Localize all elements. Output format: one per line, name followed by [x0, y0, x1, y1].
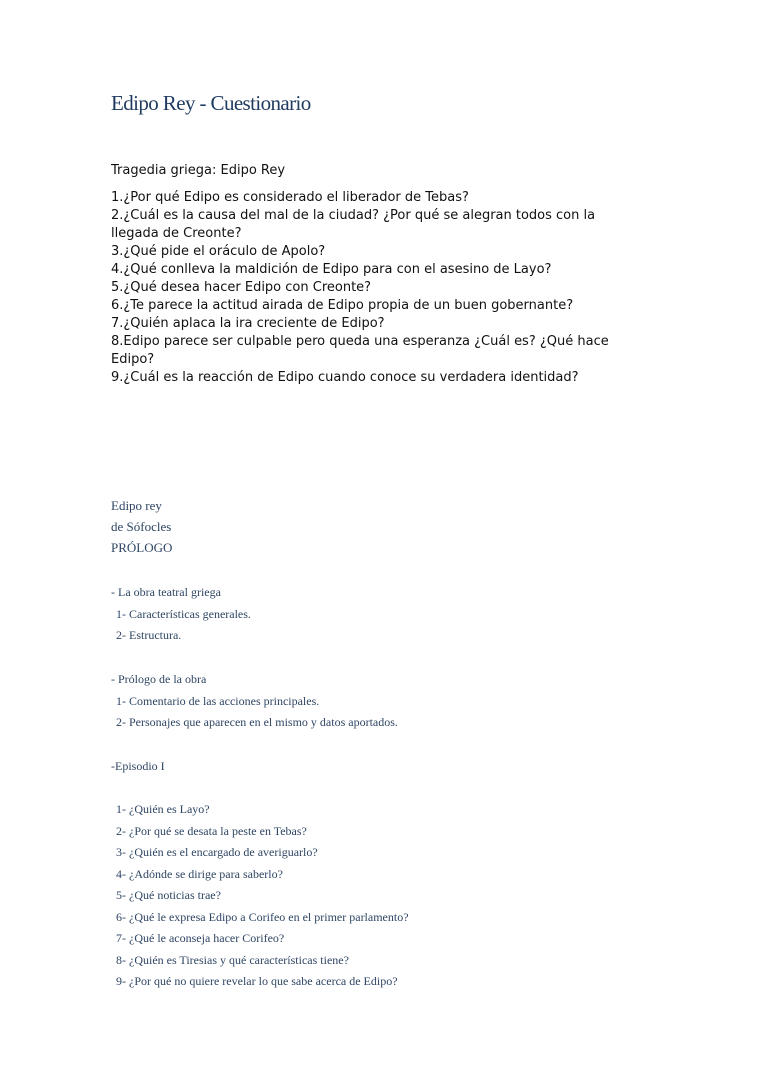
section-item: 4- ¿Adónde se dirige para saberlo? — [116, 866, 283, 881]
work-heading — [111, 495, 172, 558]
question-line: 2.¿Cuál es la causa del mal de la ciudad? ¿Por qué se alegran todos con la — [111, 208, 596, 223]
section-item: 7- ¿Qué le aconseja hacer Corifeo? — [116, 931, 285, 945]
question-line: 6.¿Te parece la actitud airada de Edipo propia de un buen gobernante? — [111, 298, 574, 313]
document-subtitle: Tragedia griega: Edipo Rey — [111, 163, 286, 178]
section-item: 3- ¿Quién es el encargado de averiguarlo? — [116, 845, 318, 859]
section-item: 6- ¿Qué le expresa Edipo a Corifeo en el primer parlamento? — [116, 909, 409, 924]
question-line: 1.¿Por qué Edipo es considerado el liberador de Tebas? — [111, 190, 469, 205]
section-item: 5- ¿Qué noticias trae? — [116, 888, 221, 902]
question-line: 8.Edipo parece ser culpable pero queda una esperanza ¿Cuál es? ¿Qué hace — [111, 334, 609, 349]
question-line: 7.¿Quién aplaca la ira creciente de Edipo? — [111, 316, 385, 331]
question-line: Edipo? — [111, 352, 155, 367]
section-episodio-list — [111, 799, 409, 993]
section-item: 2- ¿Por qué se desata la peste en Tebas? — [116, 823, 307, 838]
section-item: 9- ¿Por qué no quiere revelar lo que sabe acerca de Edipo? — [116, 974, 398, 988]
section-item: 1- Comentario de las acciones principales. — [116, 693, 320, 708]
question-line: 3.¿Qué pide el oráculo de Apolo? — [111, 244, 326, 259]
section-heading: - Prólogo de la obra — [111, 672, 207, 686]
section-item: 1- Características generales. — [116, 606, 251, 621]
question-line: llegada de Creonte? — [111, 226, 242, 241]
section-prologo — [111, 669, 398, 734]
section-item: 8- ¿Quién es Tiresias y qué características tiene? — [116, 952, 349, 967]
section-heading: - La obra teatral griega — [111, 585, 221, 599]
section-obra-teatral — [111, 582, 251, 647]
prologue-heading: PRÓLOGO — [111, 540, 173, 555]
work-author: de Sófocles — [111, 519, 172, 534]
questions-list — [111, 189, 609, 387]
question-line: 9.¿Cuál es la reacción de Edipo cuando conoce su verdadera identidad? — [111, 370, 579, 385]
section-item: 2- Personajes que aparecen en el mismo y datos aportados. — [116, 715, 398, 729]
question-line: 4.¿Qué conlleva la maldición de Edipo para con el asesino de Layo? — [111, 262, 552, 277]
document-title: Edipo Rey - Cuestionario — [111, 91, 311, 115]
question-line: 5.¿Qué desea hacer Edipo con Creonte? — [111, 280, 372, 295]
section-item: 1- ¿Quién es Layo? — [116, 802, 210, 816]
section-item: 2- Estructura. — [116, 628, 182, 642]
section-episodio-heading: -Episodio I — [111, 759, 165, 773]
work-title: Edipo rey — [111, 498, 162, 513]
